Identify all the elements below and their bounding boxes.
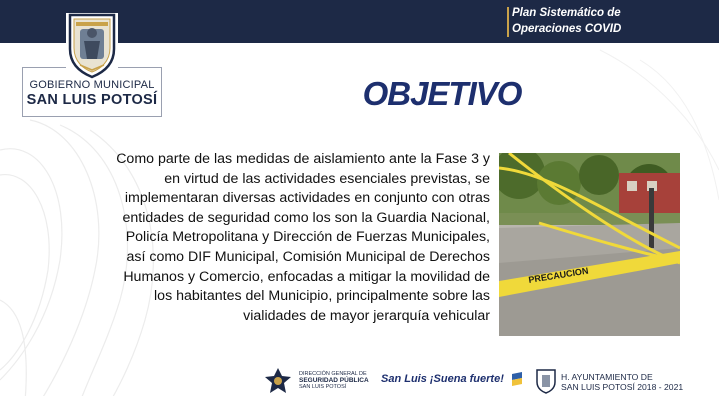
partner3-line1: H. AYUNTAMIENTO DE xyxy=(561,372,653,382)
ayuntamiento-crest-icon xyxy=(535,368,557,394)
san-luis-suena-fuerte-logo xyxy=(381,372,524,386)
header-title-line2: Operaciones COVID xyxy=(512,23,622,35)
partner1-line1: DIRECCIÓN GENERAL DE xyxy=(299,371,367,377)
logo-line2: SAN LUIS POTOSÍ xyxy=(26,92,158,108)
ayuntamiento-logo xyxy=(535,368,685,396)
partner3-line2: SAN LUIS POTOSÍ 2018 - 2021 xyxy=(561,382,684,392)
police-badge-icon xyxy=(263,367,293,397)
slide-heading: OBJETIVO xyxy=(362,75,522,112)
header-title xyxy=(512,5,712,37)
caution-tape-photo xyxy=(499,153,680,336)
logo-line1: GOBIERNO MUNICIPAL xyxy=(29,79,155,91)
objective-paragraph: Como parte de las medidas de aislamiento ante la Fase 3 y en virtud de las actividades esenciales previstas, se implementaran diversas actividades en conjunto con otras entidades de seguridad como los son la Guardia Nacional, Policía Metropolitana y Dirección de Fuerzas Municipales, así como DIF Municipal, Comisión Municipal de Derechos Humanos y Comercio, enfocadas a mitigar la movilidad de los habitantes del Municipio, principalmente sobre las vialidades de mayor jerarquía vehicular xyxy=(116,151,490,324)
coat-of-arms-icon xyxy=(66,13,118,79)
header-title-line1: Plan Sistemático de xyxy=(512,7,621,19)
partner1-line3: SAN LUIS POTOSÍ xyxy=(299,384,347,390)
seguridad-publica-logo xyxy=(263,367,368,397)
tape-text: PRECAUCION xyxy=(527,265,590,285)
partner1-line2: SEGURIDAD PÚBLICA xyxy=(299,376,369,384)
header-accent-line xyxy=(507,7,509,37)
flag-icon xyxy=(510,372,524,386)
partner2-text: San Luis ¡Suena fuerte! xyxy=(381,372,504,385)
